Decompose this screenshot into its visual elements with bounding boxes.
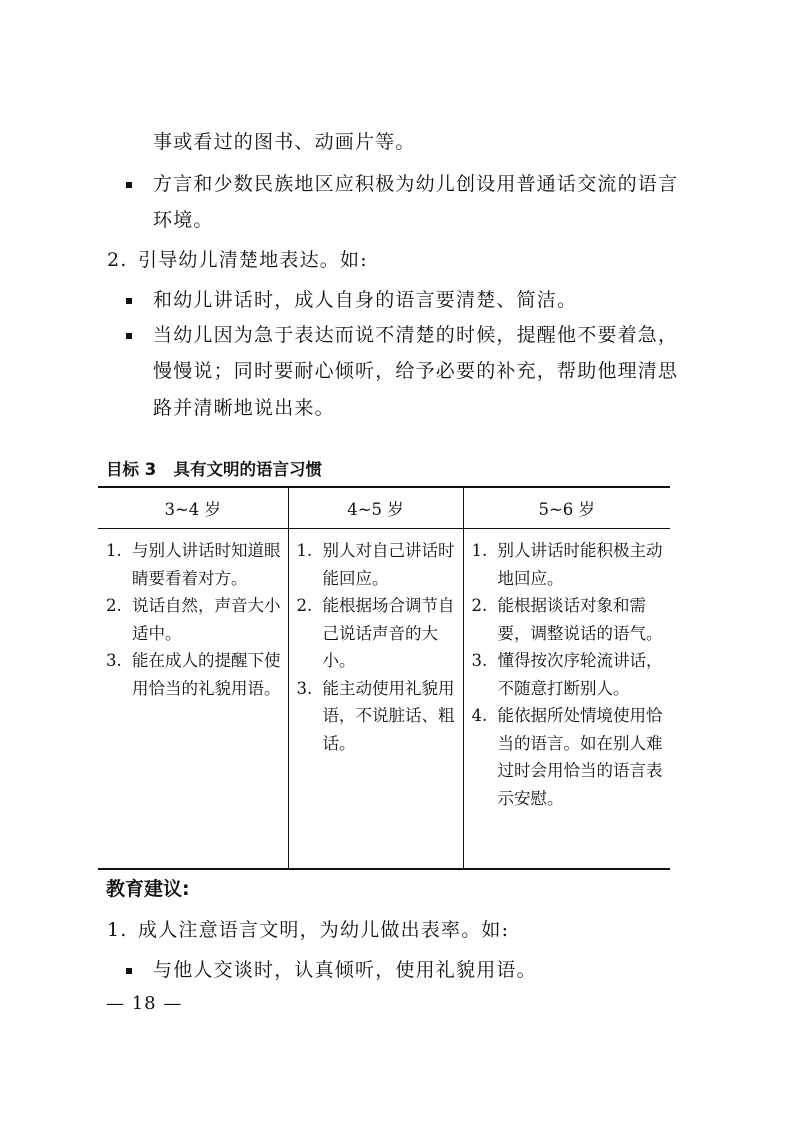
bullet-text: 环境。	[153, 209, 214, 231]
list-number: 2.	[471, 596, 488, 615]
bullet-icon	[126, 333, 132, 339]
table-list-item	[472, 592, 665, 647]
table-cell-age-3-4	[98, 529, 288, 869]
list-item-text: 别人讲话时能积极主动地回应。	[497, 541, 663, 588]
list-number: 2.	[106, 596, 122, 615]
list-item-text: 成人注意语言文明，为幼儿做出表率。如:	[138, 919, 510, 941]
list-item-text: 懂得按次序轮流讲话，不随意打断别人。	[497, 651, 663, 698]
table-header-row	[98, 487, 670, 529]
table-list-item	[472, 702, 665, 812]
bullet-text: 方言和少数民族地区应积极为幼儿创设用普通话交流的语言	[153, 173, 679, 195]
bullet-text: 慢慢说；同时要耐心倾听，给予必要的补充，帮助他理清思	[153, 360, 679, 382]
advice-heading: 教育建议:	[106, 878, 190, 900]
list-item-text: 与别人讲话时知道眼睛要看着对方。	[132, 541, 281, 588]
table-list-item	[106, 537, 282, 592]
bullet-text: 路并清晰地说出来。	[153, 397, 335, 419]
column-header: 4~5 岁	[288, 487, 463, 529]
table-list-item	[297, 592, 457, 675]
table-list-item	[472, 647, 665, 702]
list-item-text: 说话自然，声音大小适中。	[132, 596, 281, 643]
column-header: 5~6 岁	[463, 487, 670, 529]
page-number: — 18 —	[106, 993, 183, 1014]
goal-title: 目标 3 具有文明的语言习惯	[106, 460, 322, 479]
bullet-icon	[126, 968, 132, 974]
list-number: 1.	[107, 919, 128, 941]
table-list-item	[297, 537, 457, 592]
paragraph-continuation: 事或看过的图书、动画片等。	[153, 131, 416, 153]
list-number: 3.	[106, 651, 122, 670]
list-item-text: 别人对自己讲话时能回应。	[322, 541, 455, 588]
bullet-text: 与他人交谈时，认真倾听，使用礼貌用语。	[153, 959, 537, 981]
table-cell-age-4-5	[288, 529, 463, 869]
table-list-item	[297, 675, 457, 758]
list-number: 1.	[296, 541, 313, 560]
list-number: 3.	[471, 651, 488, 670]
bullet-text: 和幼儿讲话时，成人自身的语言要清楚、简洁。	[153, 289, 578, 311]
goal-table	[98, 486, 670, 870]
table-list-item	[106, 647, 282, 702]
list-item-text: 能在成人的提醒下使用恰当的礼貌用语。	[132, 651, 281, 698]
list-item-text: 引导幼儿清楚地表达。如:	[138, 249, 368, 271]
bullet-text: 当幼儿因为急于表达而说不清楚的时候，提醒他不要着急，	[153, 324, 679, 346]
list-number: 4.	[471, 706, 488, 725]
table-cell-age-5-6	[463, 529, 670, 869]
table-list-item	[472, 537, 665, 592]
list-item-text: 能根据谈话对象和需要，调整说话的语气。	[497, 596, 663, 643]
column-header: 3~4 岁	[98, 487, 288, 529]
table-list-item	[106, 592, 282, 647]
table-row	[98, 529, 670, 869]
bullet-icon	[126, 298, 132, 304]
list-number: 1.	[471, 541, 488, 560]
list-item-text: 能主动使用礼貌用语，不说脏话、粗话。	[322, 678, 455, 753]
list-number: 1.	[106, 541, 122, 560]
list-item-text: 能依据所处情境使用恰当的语言。如在别人难过时会用恰当的语言表示安慰。	[497, 706, 663, 808]
bullet-icon	[126, 182, 132, 188]
list-number: 2.	[107, 249, 128, 271]
list-number: 2.	[296, 596, 313, 615]
list-number: 3.	[296, 678, 313, 698]
list-item-text: 能根据场合调节自己说话声音的大小。	[322, 596, 455, 670]
